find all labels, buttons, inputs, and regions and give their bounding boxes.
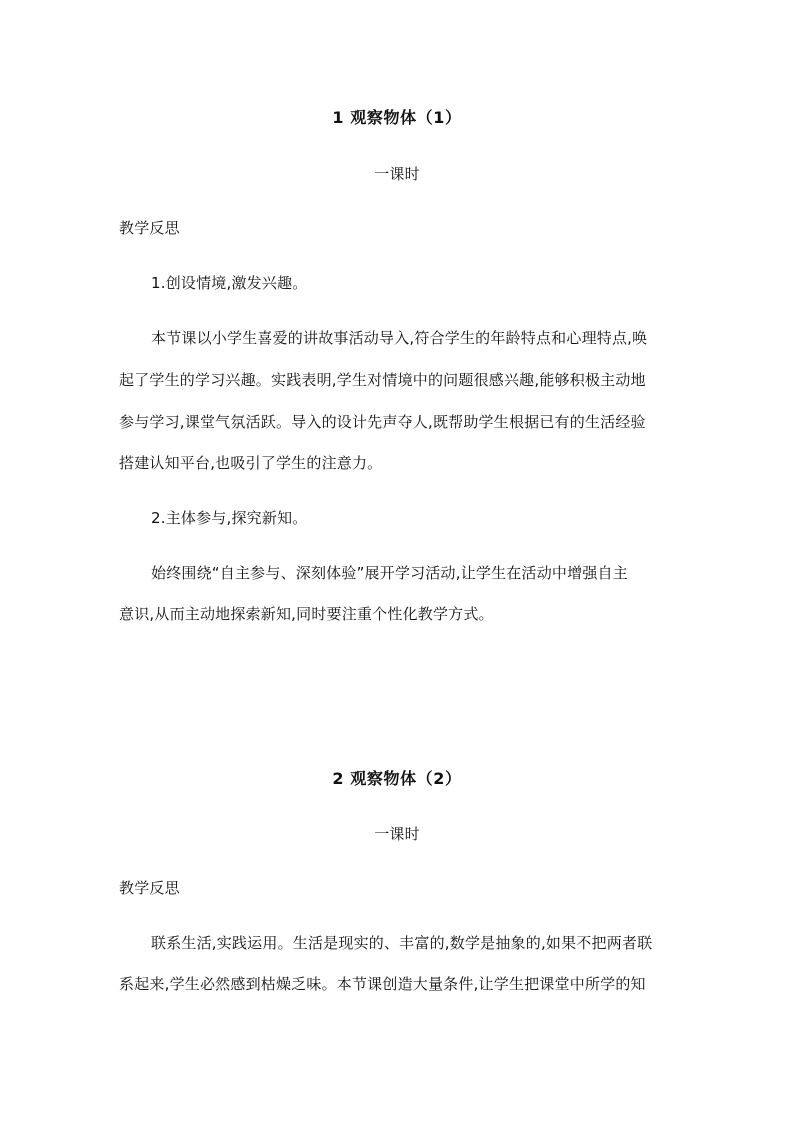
section1-para2-line: 意识,从而主动地探索新知,同时要注重个性化教学方式。 (119, 605, 494, 623)
section1-title: 1 观察物体（1） (332, 108, 462, 127)
section1-para1-line: 参与学习,课堂气氛活跃。导入的设计先声夺人,既帮助学生根据已有的生活经验 (119, 413, 646, 431)
section1-point2: 2.主体参与,探究新知。 (151, 509, 308, 527)
section2-period: 一课时 (374, 825, 420, 843)
section1-label: 教学反思 (119, 219, 180, 237)
section1-point1: 1.创设情境,激发兴趣。 (151, 274, 308, 292)
section2-label: 教学反思 (119, 879, 180, 897)
section1-para2-line: 始终围绕“自主参与、深刻体验”展开学习活动,让学生在活动中增强自主 (151, 564, 628, 582)
section2-para-line: 系起来,学生必然感到枯燥乏味。本节课创造大量条件,让学生把课堂中所学的知 (119, 975, 646, 993)
section1-para1-line: 搭建认知平台,也吸引了学生的注意力。 (119, 454, 383, 472)
section1-para1-line: 起了学生的学习兴趣。实践表明,学生对情境中的问题很感兴趣,能够积极主动地 (119, 371, 646, 389)
section1-period: 一课时 (374, 165, 420, 183)
section2-title: 2 观察物体（2） (332, 769, 462, 788)
section2-para-line: 联系生活,实践运用。生活是现实的、丰富的,数学是抽象的,如果不把两者联 (151, 934, 653, 952)
section1-para1-line: 本节课以小学生喜爱的讲故事活动导入,符合学生的年龄特点和心理特点,唤 (151, 329, 648, 347)
